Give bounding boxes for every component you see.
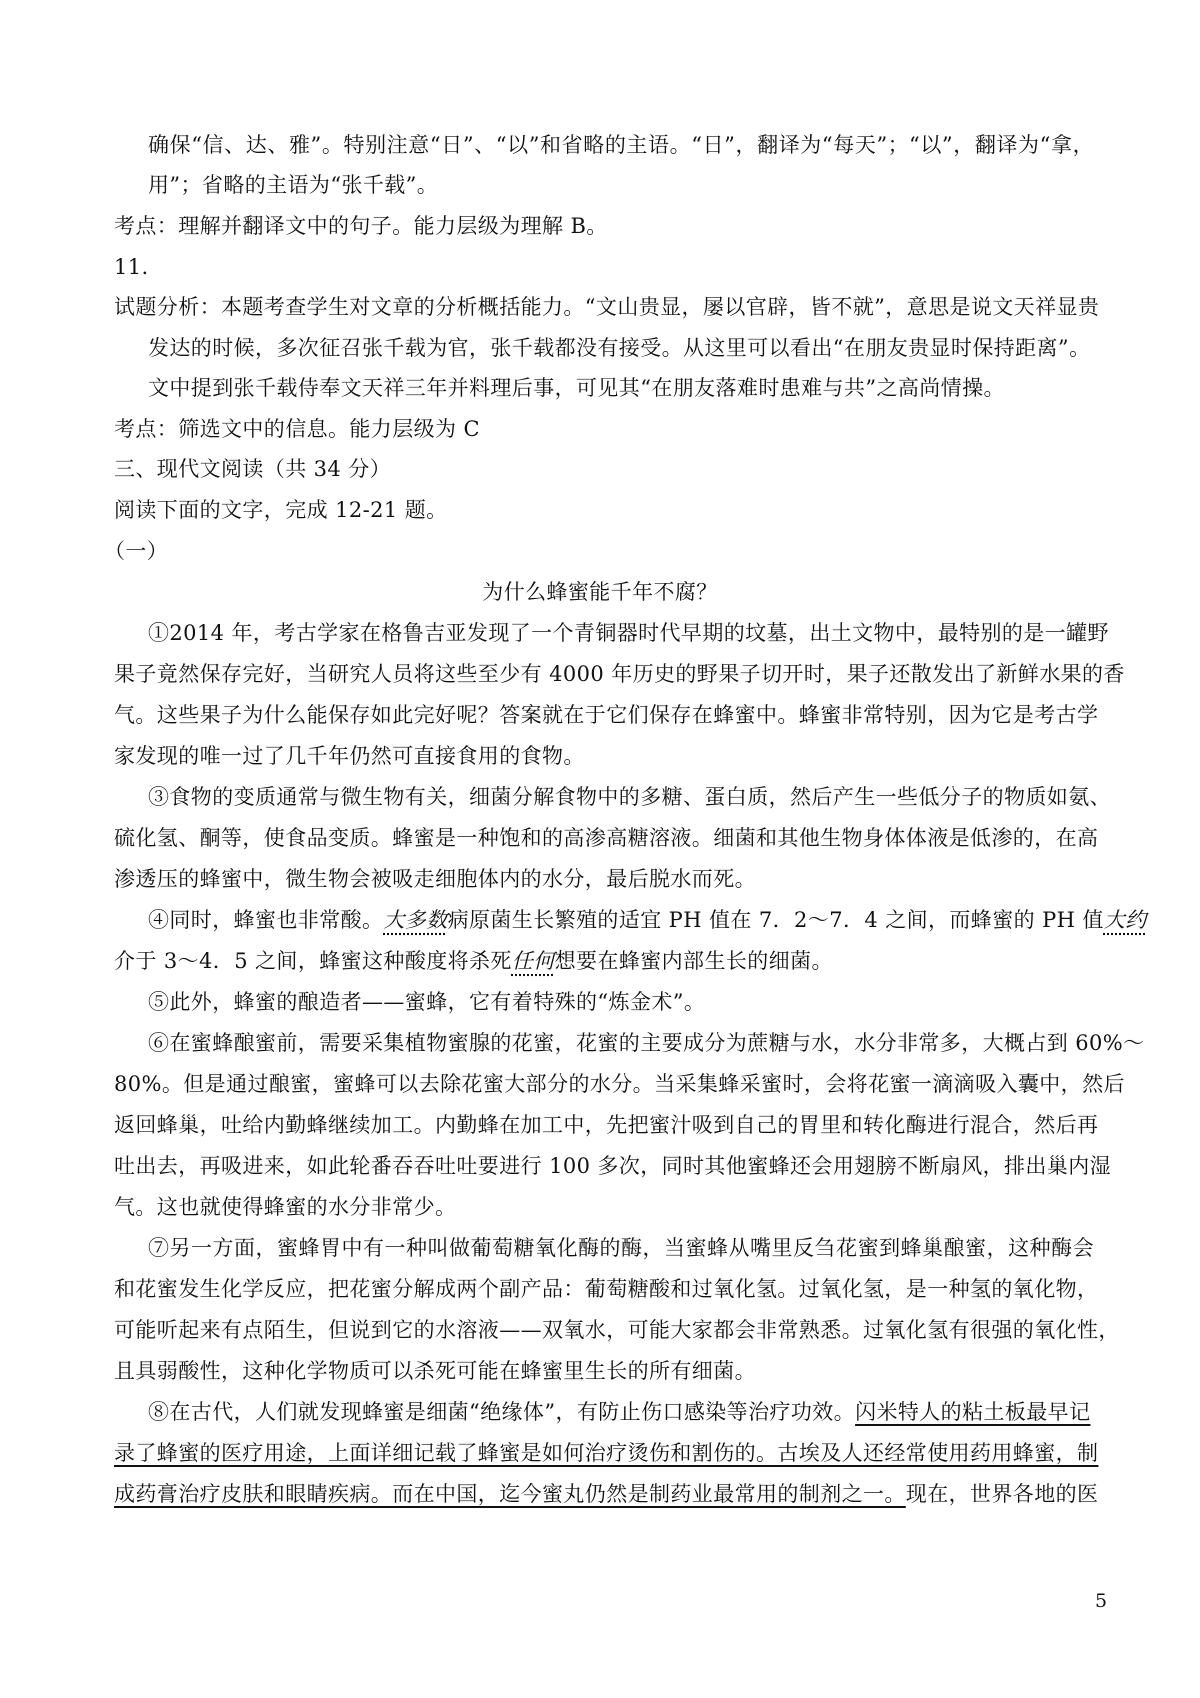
- analysis-11-line-2: 发达的时候，多次征召张千载为官，张千载都没有接受。从这里可以看出“在朋友贵显时保持距离”。: [148, 336, 1091, 360]
- p1-line-3: 气。这些果子为什么能保存如此完好呢？答案就在于它们保存在蜂蜜中。蜂蜜非常特别，因为它是考古学: [114, 703, 1099, 727]
- p6-line-2: 80%。但是通过酿蜜，蜜蜂可以去除花蜜大部分的水分。当采集蜂采蜜时，会将花蜜一滴滴吸入囊中，然后: [114, 1072, 1125, 1096]
- p3-line-1: ③食物的变质通常与微生物有关，细菌分解食物中的多糖、蛋白质，然后产生一些低分子的物质如氨、: [148, 785, 1111, 809]
- translation-line-2: 用”；省略的主语为“张千载”。: [148, 173, 439, 197]
- p6-line-5: 气。这也就使得蜂蜜的水分非常少。: [114, 1195, 457, 1219]
- p7-line-3: 可能听起来有点陌生，但说到它的水溶液——双氧水，可能大家都会非常熟悉。过氧化氢有很强的氧化性，: [114, 1318, 1120, 1342]
- p4-emphasis-mostly: 大多数: [383, 908, 448, 932]
- p6-line-3: 返回蜂巢，吐给内勤蜂继续加工。内勤蜂在加工中，先把蜜汁吸到自己的胃里和转化酶进行混合，然后再: [114, 1113, 1099, 1137]
- analysis-11-line-3: 文中提到张千载侍奉文天祥三年并料理后事，可见其“在朋友落难时患难与共”之高尚情操。: [148, 376, 1005, 400]
- p4-emphasis-about: 大约: [1103, 908, 1147, 932]
- p7-line-2: 和花蜜发生化学反应，把花蜜分解成两个副产品：葡萄糖酸和过氧化氢。过氧化氢，是一种氢的氧化物，: [114, 1277, 1099, 1301]
- p4-line-1: [148, 905, 1147, 935]
- p4-text-e: 介于 3～4．5 之间，蜂蜜这种酸度将杀死: [114, 949, 512, 973]
- section-heading: 三、现代文阅读（共 34 分）: [114, 457, 392, 481]
- p6-line-4: 吐出去，再吸进来，如此轮番吞吞吐吐要进行 100 多次，同时其他蜜蜂还会用翅膀不断扇风，排出巢内湿: [114, 1154, 1112, 1178]
- kaodian-10: 考点：理解并翻译文中的句子。能力层级为理解 B。: [114, 214, 608, 238]
- p8-text-a: ⑧在古代，人们就发现蜂蜜是细菌“绝缘体”，有防止伤口感染等治疗功效。: [148, 1400, 856, 1424]
- page-number: 5: [1095, 1590, 1108, 1612]
- p4-text-a: ④同时，蜂蜜也非常酸。: [148, 908, 384, 932]
- p3-line-3: 渗透压的蜂蜜中，微生物会被吸走细胞体内的水分，最后脱水而死。: [114, 867, 756, 891]
- part-label: （一）: [104, 539, 169, 563]
- p8-line-2: 录了蜂蜜的医疗用途，上面详细记载了蜂蜜是如何治疗烫伤和割伤的。古埃及人还经常使用药用蜂蜜，制: [114, 1441, 1099, 1465]
- p3-line-2: 硫化氢、酮等，使食品变质。蜂蜜是一种饱和的高渗高糖溶液。细菌和其他生物身体体液是低渗的，在高: [114, 826, 1099, 850]
- p8-line-1: [148, 1397, 1090, 1427]
- p1-line-4: 家发现的唯一过了几千年仍然可直接食用的食物。: [114, 744, 585, 768]
- p5-line-1: ⑤此外，蜂蜜的酿造者——蜜蜂，它有着特殊的“炼金术”。: [148, 990, 706, 1014]
- p4-text-f: 想要在蜂蜜内部生长的细菌。: [554, 949, 833, 973]
- reading-instruction: 阅读下面的文字，完成 12-21 题。: [114, 498, 448, 522]
- p7-line-4: 且具弱酸性，这种化学物质可以杀死可能在蜂蜜里生长的所有细菌。: [114, 1359, 756, 1383]
- translation-line-1: 确保“信、达、雅”。特别注意“日”、“以”和省略的主语。“日”，翻译为“每天”；“以”，翻译为“拿，: [148, 133, 1094, 157]
- p7-line-1: ⑦另一方面，蜜蜂胃中有一种叫做葡萄糖氧化酶的酶，当蜜蜂从嘴里反刍花蜜到蜂巢酿蜜，这种酶会: [148, 1236, 1094, 1260]
- p4-emphasis-any: 任何: [511, 949, 555, 973]
- article-title: 为什么蜂蜜能千年不腐？: [482, 580, 718, 604]
- p8-underlined-b: 成药膏治疗皮肤和眼睛疾病。而在中国，迄今蜜丸仍然是制药业最常用的制剂之一。: [114, 1482, 906, 1506]
- p4-text-c: 病原菌生长繁殖的适宜 PH 值在 7．2～7．4 之间，而蜂蜜的 PH 值: [447, 908, 1104, 932]
- p6-line-1: ⑥在蜜蜂酿蜜前，需要采集植物蜜腺的花蜜，花蜜的主要成分为蔗糖与水，水分非常多，大概占到 60%～: [148, 1031, 1145, 1055]
- p8-text-c: 现在，世界各地的医: [905, 1482, 1099, 1506]
- p1-line-1: ①2014 年，考古学家在格鲁吉亚发现了一个青铜器时代早期的坟墓，出土文物中，最特别的是一罐野: [148, 621, 1109, 645]
- analysis-11-line-1: 试题分析：本题考查学生对文章的分析概括能力。“文山贵显，屡以官辟，皆不就”，意思是说文天祥显贵: [114, 295, 1100, 319]
- question-11-number: 11.: [114, 255, 149, 279]
- p4-line-2: [114, 946, 833, 976]
- p1-line-2: 果子竟然保存完好，当研究人员将这些至少有 4000 年历史的野果子切开时，果子还散发出了新鲜水果的香: [114, 662, 1125, 686]
- p8-line-3: [114, 1479, 1098, 1509]
- kaodian-11: 考点：筛选文中的信息。能力层级为 C: [114, 417, 480, 441]
- p8-underlined-a: 闪米特人的粘土板最早记: [855, 1400, 1091, 1424]
